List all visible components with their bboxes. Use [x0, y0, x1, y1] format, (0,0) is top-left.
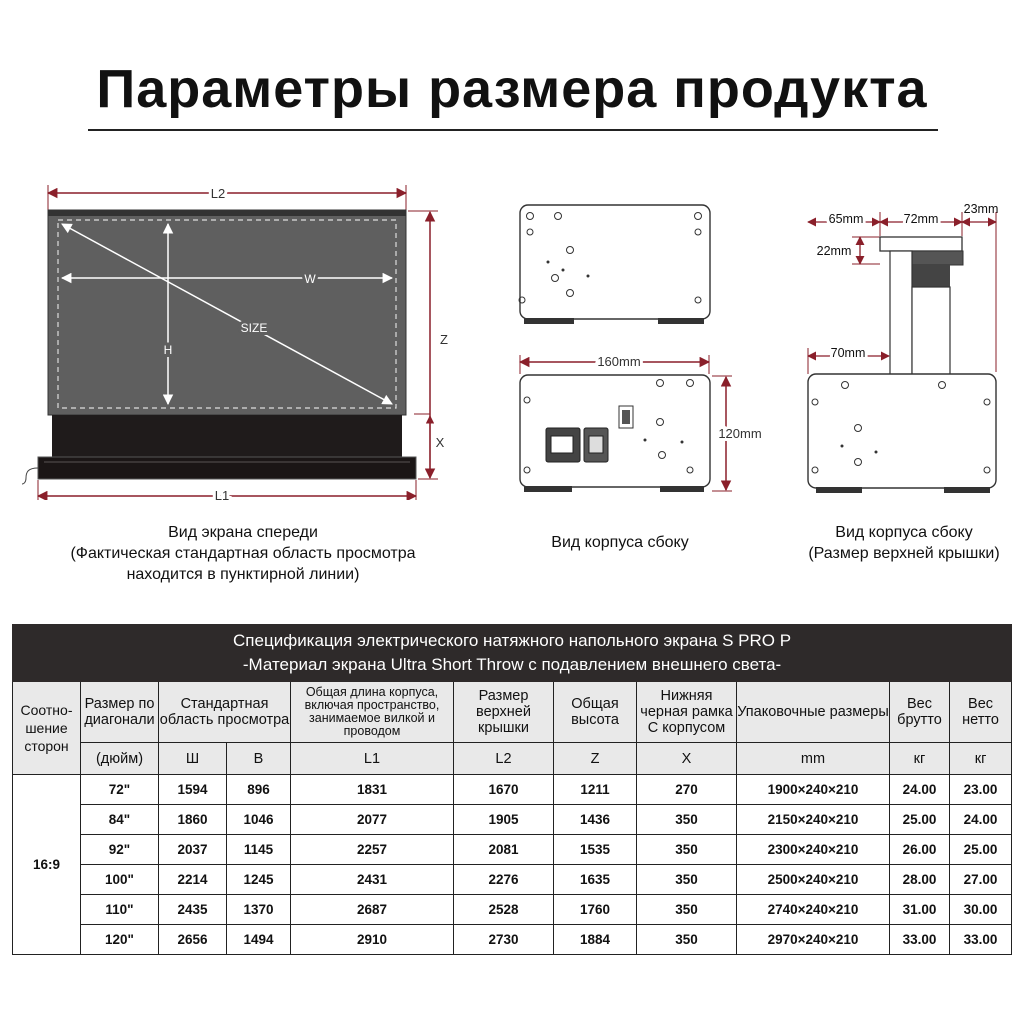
- cell-h: 1145: [227, 835, 291, 865]
- title-underline: [88, 129, 938, 131]
- table-row: [13, 865, 1012, 895]
- table-row: [13, 775, 1012, 805]
- cover-side-drawing: [808, 202, 998, 493]
- front-view-drawing: [22, 185, 448, 500]
- sub-z: Z: [554, 743, 637, 775]
- sub-l2: L2: [454, 743, 554, 775]
- cell-pack: 2300×240×210: [737, 835, 890, 865]
- spec-title: [13, 625, 1012, 682]
- cell-l2: 2081: [454, 835, 554, 865]
- cell-ratio: 16:9: [13, 775, 81, 955]
- cell-l1: 2077: [291, 805, 454, 835]
- header-net: Вес нетто: [950, 682, 1012, 743]
- cell-pack: 2150×240×210: [737, 805, 890, 835]
- cell-h: 1370: [227, 895, 291, 925]
- cell-pack: 2740×240×210: [737, 895, 890, 925]
- table-row: [13, 925, 1012, 955]
- caption-front-line2: (Фактическая стандартная область просмотра: [70, 545, 416, 562]
- label-h: H: [163, 343, 173, 357]
- label-x: X: [435, 435, 445, 450]
- cell-gross: 28.00: [890, 865, 950, 895]
- sub-diagonal-unit: (дюйм): [81, 743, 159, 775]
- cell-w: 2435: [159, 895, 227, 925]
- table-row: [13, 895, 1012, 925]
- header-total-length: Общая длина корпуса, включая пространство, занимаемое вилкой и проводом: [291, 682, 454, 743]
- cell-x: 350: [637, 835, 737, 865]
- cell-w: 2037: [159, 835, 227, 865]
- caption-front-view: [20, 522, 466, 585]
- cell-gross: 31.00: [890, 895, 950, 925]
- caption-side-view: [510, 532, 730, 553]
- sub-w: Ш: [159, 743, 227, 775]
- sub-mm: mm: [737, 743, 890, 775]
- label-160mm: 160mm: [597, 354, 641, 369]
- label-22mm: 22mm: [816, 244, 852, 258]
- label-w: W: [304, 272, 316, 286]
- header-row: [13, 682, 1012, 743]
- caption-cover-view: [786, 522, 1022, 564]
- spec-title-line2: -Материал экрана Ultra Short Throw с подавлением внешнего света-: [242, 655, 782, 674]
- cell-diag: 100": [81, 865, 159, 895]
- cell-l2: 1670: [454, 775, 554, 805]
- page-title: Параметры размера продукта: [96, 59, 928, 119]
- cell-x: 270: [637, 775, 737, 805]
- cell-h: 1494: [227, 925, 291, 955]
- cell-l2: 2276: [454, 865, 554, 895]
- cell-z: 1211: [554, 775, 637, 805]
- spec-table: [12, 624, 1012, 955]
- label-size: SIZE: [240, 321, 268, 335]
- cell-gross: 33.00: [890, 925, 950, 955]
- cell-diag: 120": [81, 925, 159, 955]
- dimension-diagrams: [0, 160, 1024, 500]
- subheader-row: [13, 743, 1012, 775]
- header-gross: Вес брутто: [890, 682, 950, 743]
- cell-net: 33.00: [950, 925, 1012, 955]
- header-standard-area: Стандартная область просмотра: [159, 682, 291, 743]
- cell-gross: 24.00: [890, 775, 950, 805]
- cell-w: 2214: [159, 865, 227, 895]
- cell-z: 1535: [554, 835, 637, 865]
- cell-l1: 2687: [291, 895, 454, 925]
- cell-net: 25.00: [950, 835, 1012, 865]
- label-70mm: 70mm: [830, 346, 866, 360]
- sub-kg-gross: кг: [890, 743, 950, 775]
- cell-diag: 84": [81, 805, 159, 835]
- cell-net: 23.00: [950, 775, 1012, 805]
- housing-top-drawing: [519, 205, 710, 324]
- label-120mm: 120mm: [718, 426, 762, 441]
- label-l2: L2: [210, 186, 226, 201]
- spec-title-line1: Спецификация электрического натяжного напольного экрана S PRO P: [233, 631, 792, 650]
- cell-gross: 25.00: [890, 805, 950, 835]
- cell-diag: 92": [81, 835, 159, 865]
- label-z: Z: [440, 332, 448, 347]
- label-65mm: 65mm: [828, 212, 864, 226]
- cell-z: 1436: [554, 805, 637, 835]
- caption-front-line1: Вид экрана спереди: [168, 524, 318, 541]
- cell-diag: 110": [81, 895, 159, 925]
- header-lower-frame: Нижняя черная рамка С корпусом: [637, 682, 737, 743]
- caption-side-line1: Вид корпуса сбоку: [551, 534, 689, 551]
- cell-gross: 26.00: [890, 835, 950, 865]
- cell-l1: 2431: [291, 865, 454, 895]
- cell-net: 27.00: [950, 865, 1012, 895]
- caption-front-line3: находится в пунктирной линии): [126, 566, 360, 583]
- spec-table-container: [12, 624, 1011, 955]
- cell-l1: 1831: [291, 775, 454, 805]
- cell-l1: 2910: [291, 925, 454, 955]
- cell-pack: 2500×240×210: [737, 865, 890, 895]
- cell-net: 24.00: [950, 805, 1012, 835]
- cell-w: 1860: [159, 805, 227, 835]
- sub-x: X: [637, 743, 737, 775]
- housing-side-drawing: [520, 354, 762, 492]
- header-total-height: Общая высота: [554, 682, 637, 743]
- cell-l2: 1905: [454, 805, 554, 835]
- cell-h: 896: [227, 775, 291, 805]
- label-72mm: 72mm: [903, 212, 939, 226]
- cell-l2: 2730: [454, 925, 554, 955]
- cell-pack: 2970×240×210: [737, 925, 890, 955]
- header-package: Упаковочные размеры: [737, 682, 890, 743]
- table-row: [13, 805, 1012, 835]
- cell-h: 1245: [227, 865, 291, 895]
- cell-l2: 2528: [454, 895, 554, 925]
- cell-z: 1635: [554, 865, 637, 895]
- cell-x: 350: [637, 805, 737, 835]
- sub-h: В: [227, 743, 291, 775]
- cell-x: 350: [637, 925, 737, 955]
- caption-cover-line1: Вид корпуса сбоку: [835, 524, 973, 541]
- caption-cover-line2: (Размер верхней крышки): [808, 545, 1000, 562]
- label-l1: L1: [214, 488, 230, 500]
- cell-net: 30.00: [950, 895, 1012, 925]
- header-top-cover: Размер верхней крышки: [454, 682, 554, 743]
- header-ratio: [13, 682, 81, 775]
- cell-h: 1046: [227, 805, 291, 835]
- table-row: [13, 835, 1012, 865]
- header-diagonal: Размер по диагонали: [81, 682, 159, 743]
- sub-l1: L1: [291, 743, 454, 775]
- spec-title-row: [13, 625, 1012, 682]
- label-23mm: 23mm: [963, 202, 999, 216]
- sub-kg-net: кг: [950, 743, 1012, 775]
- cell-x: 350: [637, 865, 737, 895]
- cell-z: 1884: [554, 925, 637, 955]
- header-ratio-text: Соотно-шение сторон: [20, 702, 73, 754]
- cell-pack: 1900×240×210: [737, 775, 890, 805]
- cell-w: 2656: [159, 925, 227, 955]
- cell-w: 1594: [159, 775, 227, 805]
- cell-diag: 72": [81, 775, 159, 805]
- cell-z: 1760: [554, 895, 637, 925]
- cell-l1: 2257: [291, 835, 454, 865]
- cell-x: 350: [637, 895, 737, 925]
